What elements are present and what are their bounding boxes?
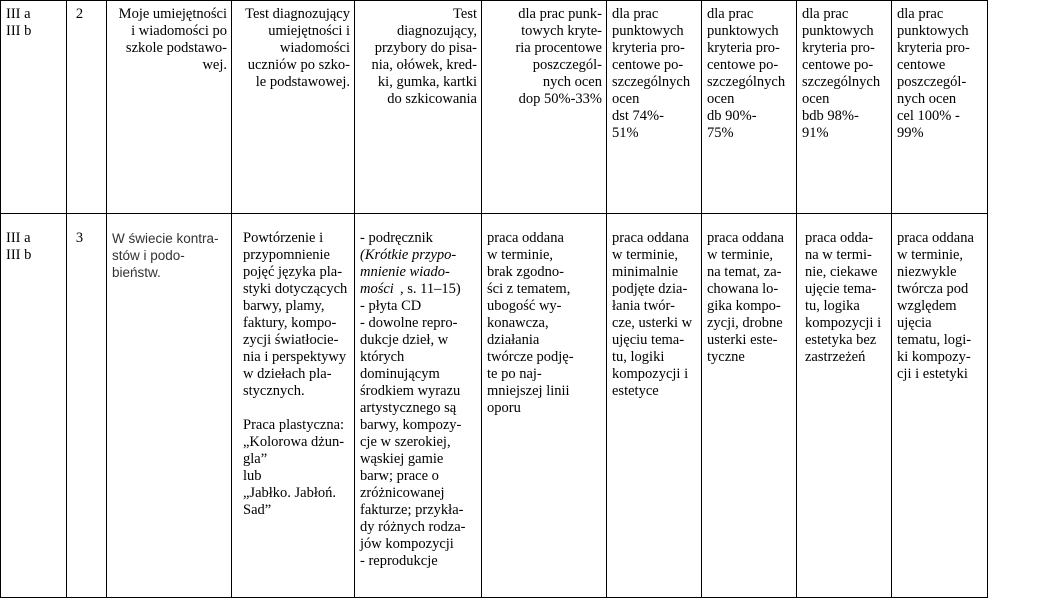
text-line: konawcza, (487, 315, 549, 331)
text-line: - dowolne repro- (360, 315, 458, 331)
content-description (237, 230, 350, 400)
text-line: do szkicowania (387, 91, 477, 107)
text-line: le podstawowej. (255, 74, 350, 90)
text-line: i wiadomości po (131, 23, 227, 39)
text-line: względem (897, 298, 957, 314)
grade-db-cell (702, 214, 797, 598)
text-line: 99% (897, 125, 924, 141)
grade-dst-cell (607, 1, 702, 214)
text-line: dukcje dzieł, w (360, 332, 449, 348)
text-line: przybory do pisa- (374, 40, 477, 56)
text-line: w dziełach pla- (243, 366, 332, 382)
text-line: stów i podo- (112, 248, 185, 263)
text-line: ki kompozy- (897, 349, 971, 365)
text-line: ujęcia (897, 315, 932, 331)
text-line: III b (6, 247, 32, 263)
materials-cell (355, 1, 482, 214)
grade-dop-cell (482, 214, 607, 598)
text-line: barw; prace o (360, 468, 439, 484)
text-line: dla prac (802, 6, 849, 22)
text-line: kryteria pro- (802, 40, 875, 56)
text-line: cel 100% - (897, 108, 960, 124)
content-task (237, 417, 350, 519)
table-row (1, 214, 1061, 598)
text-line: mniejszej linii (487, 383, 570, 399)
text-line: ocen (612, 91, 640, 107)
text-line: dla prac (707, 6, 754, 22)
text-line: III a (6, 230, 31, 246)
text-line: chowana lo- (707, 281, 779, 297)
grade-dop-cell (482, 1, 607, 214)
text-line: ujęciu tema- (612, 332, 685, 348)
text-line: Powtórzenie i (243, 230, 324, 246)
text-line: ści z tematem, (487, 281, 571, 297)
text-line: 51% (612, 125, 639, 141)
grade-cel-cell (892, 1, 988, 214)
text-line: ubogość wy- (487, 298, 562, 314)
text-line: 91% (802, 125, 829, 141)
text-line: III b (6, 23, 32, 39)
text-line: dominującym (360, 366, 440, 382)
text-line: Moje umiejętności (118, 6, 227, 22)
text-line: nie, ciekawe (805, 264, 878, 280)
grade-cel-cell (892, 214, 988, 598)
text-line: ujęcie tema- (805, 281, 877, 297)
topic-cell (107, 1, 232, 214)
text-line: pojęć języka pla- (243, 264, 343, 280)
text-line: szkole podstawo- (125, 40, 227, 56)
text-line: punktowych (802, 23, 874, 39)
text-line: wej. (202, 57, 227, 73)
text-line: na temat, za- (707, 264, 782, 280)
text-line: Test diagnozujący (245, 6, 350, 22)
class-cell (1, 1, 67, 214)
text-line: ocen (802, 91, 830, 107)
grade-dst-cell (607, 214, 702, 598)
text-line: „Jabłko. Jabłoń. (243, 485, 337, 501)
text-line: szczególnych (707, 74, 786, 90)
text-line: kryteria pro- (707, 40, 780, 56)
text-line: barwy, kompozy- (360, 417, 462, 433)
text-line: ria procentowe (515, 40, 602, 56)
text-line: centowe po- (707, 57, 779, 73)
text-line: - reprodukcje (360, 553, 438, 569)
text-line: Sad” (243, 502, 272, 518)
text-line: praca odda- (805, 230, 874, 246)
text-line: bdb 98%- (802, 108, 859, 124)
text-line: barwy, plamy, (243, 298, 325, 314)
text-line: artystycznego są (360, 400, 457, 416)
text-line: nych ocen (897, 91, 957, 107)
text-line: uczniów po szko- (247, 57, 350, 73)
text-line: jów kompozycji (360, 536, 454, 552)
text-line: praca oddana (487, 230, 564, 246)
text-line: faktury, kompo- (243, 315, 337, 331)
text-line: praca oddana (897, 230, 974, 246)
text-line: db 90%- (707, 108, 757, 124)
lesson-number-cell: 3 (67, 214, 107, 598)
text-line: kryteria pro- (897, 40, 970, 56)
table-row (1, 1, 1061, 214)
text-line: tu, logiki (612, 349, 665, 365)
text-line: stycznych. (243, 383, 305, 399)
text-line: dy różnych rodza- (360, 519, 466, 535)
text-line: 75% (707, 125, 734, 141)
text-line: kompozycji i (612, 366, 689, 382)
text-line: praca oddana (612, 230, 689, 246)
text-line: diagnozujący, (397, 23, 477, 39)
text-line: umiejętności i (268, 23, 350, 39)
text-line: podjęte dzia- (612, 281, 688, 297)
text-line: usterki este- (707, 332, 778, 348)
text-line: cje w szerokiej, (360, 434, 451, 450)
materials-italic-tail: , s. 11–15) (400, 281, 461, 297)
materials-list (360, 230, 477, 247)
text-line: brak zgodno- (487, 264, 564, 280)
text-line: ki, gumka, kartki (377, 74, 477, 90)
text-line: w terminie, (897, 247, 964, 263)
grade-db-cell (702, 1, 797, 214)
text-line: łania twór- (612, 298, 675, 314)
text-line: centowe (897, 57, 946, 73)
text-line: poszczegól- (897, 74, 967, 90)
text-line: Praca plastyczna: (243, 417, 345, 433)
text-line: twórcze podję- (487, 349, 574, 365)
text-line: szczególnych (802, 74, 881, 90)
text-line: punktowych (707, 23, 779, 39)
topic-cell (107, 214, 232, 598)
text-line: zycji, drobne (707, 315, 783, 331)
text-line: „Kolorowa dżun- (243, 434, 345, 450)
text-line: (Krótkie przypo- (360, 247, 457, 263)
text-line: fakturze; przykła- (360, 502, 464, 518)
text-line: estetyce (612, 383, 659, 399)
text-line: towych kryte- (521, 23, 602, 39)
text-line: - podręcznik (360, 230, 433, 246)
lesson-number-cell: 2 (67, 1, 107, 214)
text-line: W świecie kontra- (112, 231, 219, 246)
text-line: oporu (487, 400, 521, 416)
text-line: dla prac punk- (518, 6, 602, 22)
text-line: centowe po- (612, 57, 684, 73)
text-line: tu, logika (805, 298, 860, 314)
text-line: gla” (243, 451, 268, 467)
text-line: poszczegól- (532, 57, 602, 73)
text-line: III a (6, 6, 31, 22)
text-line: tematu, logi- (897, 332, 972, 348)
text-line: środkiem wyrazu (360, 383, 461, 399)
text-line: zastrzeżeń (805, 349, 866, 365)
text-line: wąskiej gamie (360, 451, 444, 467)
text-line: minimalnie (612, 264, 679, 280)
text-line: kryteria pro- (612, 40, 685, 56)
text-line: w terminie, (487, 247, 554, 263)
text-line: te po naj- (487, 366, 542, 382)
text-line: estetyka bez (805, 332, 877, 348)
text-line: wiadomości (279, 40, 350, 56)
text-line: ocen (707, 91, 735, 107)
text-line: w terminie, (707, 247, 774, 263)
text-line: cji i estetyki (897, 366, 968, 382)
text-line: styki dotyczących (243, 281, 348, 297)
text-line: punktowych (897, 23, 969, 39)
text-line: Test (453, 6, 477, 22)
text-line: praca oddana (707, 230, 784, 246)
grade-bdb-cell (797, 1, 892, 214)
text-line: gika kompo- (707, 298, 781, 314)
text-line: zycji światłocie- (243, 332, 339, 348)
text-line: twórcza pod (897, 281, 969, 297)
materials-list-more (360, 298, 477, 570)
text-line: cze, usterki w (612, 315, 693, 331)
text-line: dst 74%- (612, 108, 664, 124)
text-line: lub (243, 468, 262, 484)
text-line: dop 50%-33% (518, 91, 602, 107)
text-line: tyczne (707, 349, 745, 365)
materials-cell (355, 214, 482, 598)
text-line: nia, ołówek, kred- (371, 57, 477, 73)
text-line: przypomnienie (243, 247, 330, 263)
text-line: centowe po- (802, 57, 874, 73)
class-cell (1, 214, 67, 598)
text-line: mości (360, 281, 394, 297)
text-line: na w termi- (805, 247, 872, 263)
text-line: nia i perspektywy (243, 349, 347, 365)
text-line: nych ocen (542, 74, 602, 90)
text-line: bieństw. (112, 265, 161, 280)
content-cell (232, 214, 355, 598)
text-line: mnienie wiado- (360, 264, 450, 280)
text-line: - płyta CD (360, 298, 422, 314)
text-line: działania (487, 332, 540, 348)
text-line: dla prac (897, 6, 944, 22)
text-line: zróżnicowanej (360, 485, 445, 501)
grade-bdb-cell (797, 214, 892, 598)
text-line: kompozycji i (805, 315, 882, 331)
text-line: szczególnych (612, 74, 691, 90)
text-line: których (360, 349, 405, 365)
text-line: punktowych (612, 23, 684, 39)
text-line: w terminie, (612, 247, 679, 263)
content-cell (232, 1, 355, 214)
text-line: niezwykle (897, 264, 957, 280)
text-line: dla prac (612, 6, 659, 22)
